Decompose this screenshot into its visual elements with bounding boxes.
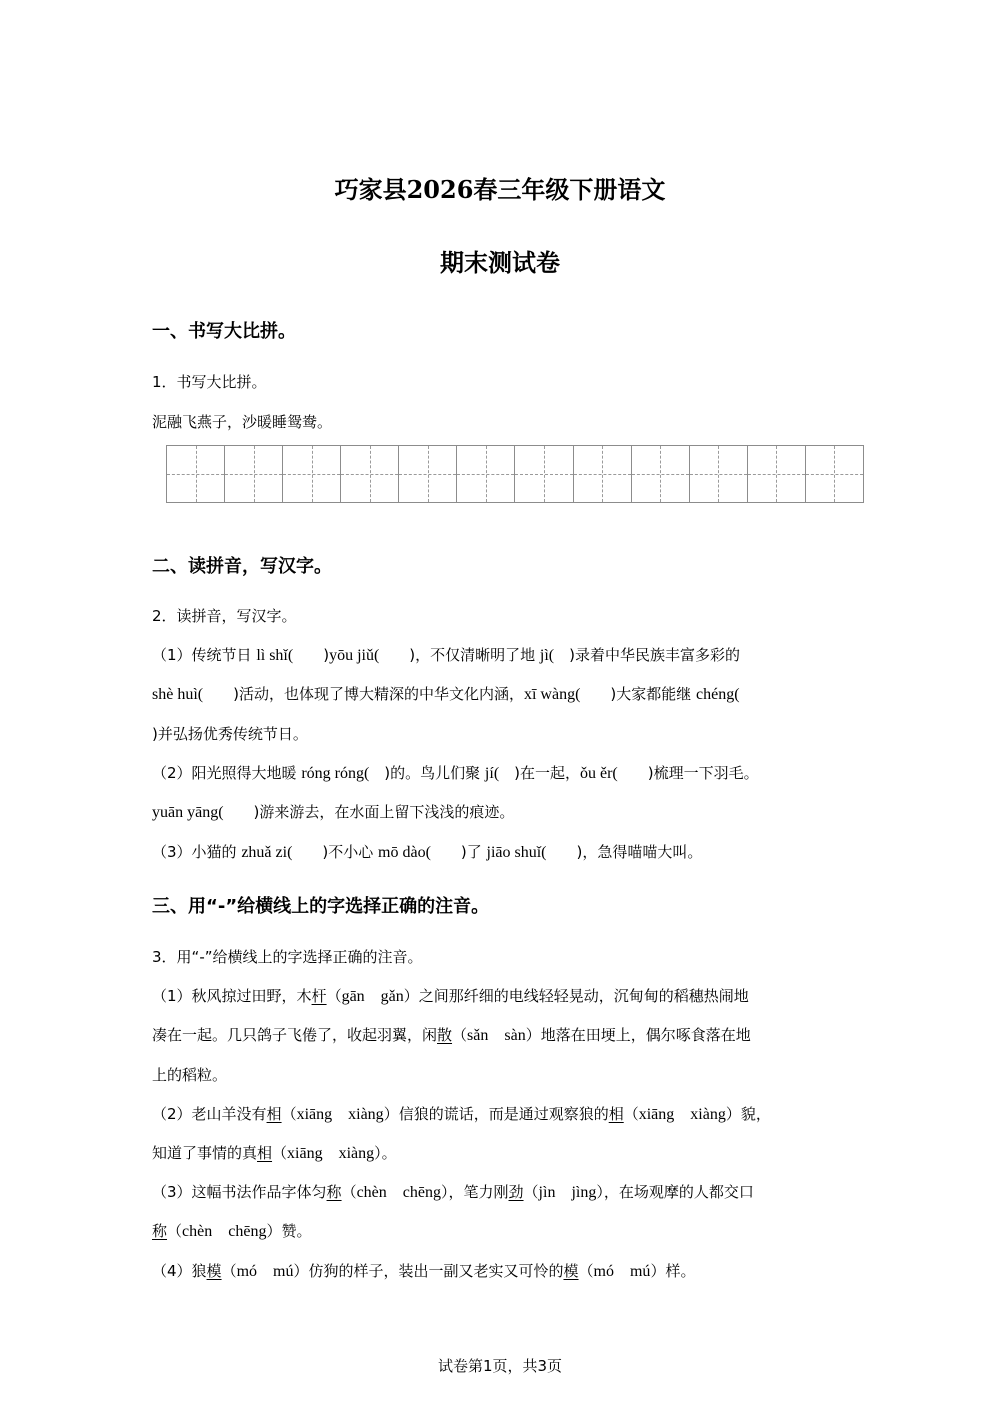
question-label-2: 2．读拼音，写汉字。 bbox=[152, 607, 297, 625]
pinyin-choice[interactable]: mó mú bbox=[236, 1263, 294, 1280]
answer-blank[interactable]: )活动，也体现了博大精深的中华文化内涵， bbox=[203, 685, 524, 703]
q3-part1-line2: 凑在一起。几只鸽子飞倦了，收起羽翼，闲散（sǎn sàn）地落在田埂上，偶尔啄食落在地 bbox=[152, 1026, 751, 1044]
answer-blank[interactable]: )不小心 bbox=[292, 843, 379, 861]
q3-part3-line2: 称（chèn chēng）赞。 bbox=[152, 1222, 312, 1240]
section-heading-3: 三、用“-”给横线上的字选择正确的注音。 bbox=[152, 896, 490, 917]
writing-grid-cell[interactable] bbox=[283, 446, 341, 502]
writing-grid-cell[interactable] bbox=[748, 446, 806, 502]
answer-blank[interactable]: )的。鸟儿们聚 bbox=[369, 764, 485, 782]
pinyin-choice[interactable]: jìn jìng bbox=[538, 1184, 597, 1201]
q3-part4-line1: （4）狼模（mó mú）仿狗的样子，装出一副又老实又可怜的模（mó mú）样。 bbox=[152, 1262, 696, 1280]
writing-grid-cell[interactable] bbox=[515, 446, 573, 502]
poem-line: 泥融飞燕子，沙暖睡鸳鸯。 bbox=[152, 413, 333, 431]
answer-blank[interactable]: )录着中华民族丰富多彩的 bbox=[554, 646, 740, 664]
answer-blank[interactable]: )了 bbox=[430, 843, 487, 861]
q2-part3-line1: （3）小猫的 zhuǎ zi( )不小心 mō dào( )了 jiāo shuǐ( )，急得喵喵大叫。 bbox=[152, 843, 703, 861]
q3-part2-line1: （2）老山羊没有相（xiāng xiàng）信狼的谎话，而是通过观察狼的相（xiāng xiàng）貌， bbox=[152, 1105, 771, 1123]
exam-title: 巧家县2026春三年级下册语文 bbox=[334, 175, 666, 204]
pinyin-choice[interactable]: sǎn sàn bbox=[467, 1027, 526, 1044]
question-label-1: 1．书写大比拼。 bbox=[152, 373, 267, 391]
answer-blank[interactable]: )，不仅清晰明了地 bbox=[379, 646, 540, 664]
writing-grid-cell[interactable] bbox=[690, 446, 748, 502]
section-heading-2: 二、读拼音，写汉字。 bbox=[152, 556, 332, 577]
answer-blank[interactable]: )在一起， bbox=[499, 764, 580, 782]
page-footer: 试卷第1页，共3页 bbox=[437, 1357, 563, 1375]
answer-blank[interactable]: )梳理一下羽毛。 bbox=[617, 764, 759, 782]
section-heading-1: 一、书写大比拼。 bbox=[152, 321, 296, 342]
pinyin-choice[interactable]: chèn chēng bbox=[356, 1184, 441, 1201]
writing-grid-cell[interactable] bbox=[225, 446, 283, 502]
q3-part3-line1: （3）这幅书法作品字体匀称（chèn chēng），笔力刚劲（jìn jìng），在场观摩的人都交口 bbox=[152, 1183, 754, 1201]
q2-part1-line1: （1）传统节日 lì shǐ( )yōu jiǔ( )，不仅清晰明了地 jì( )录着中华民族丰富多彩的 bbox=[152, 646, 740, 664]
pinyin-choice[interactable]: xiāng xiàng bbox=[296, 1106, 384, 1123]
writing-grid-cell[interactable] bbox=[457, 446, 515, 502]
pinyin-choice[interactable]: xiāng xiàng bbox=[287, 1145, 375, 1162]
writing-grid-cell[interactable] bbox=[574, 446, 632, 502]
q3-part1-line3: 上的稻粒。 bbox=[152, 1066, 228, 1084]
exam-subtitle: 期末测试卷 bbox=[440, 248, 560, 277]
pinyin-choice[interactable]: gān gǎn bbox=[341, 988, 404, 1005]
writing-grid-cell[interactable] bbox=[341, 446, 399, 502]
q3-part2-line2: 知道了事情的真相（xiāng xiàng）。 bbox=[152, 1144, 397, 1162]
q2-part1-line2: shè huì( )活动，也体现了博大精深的中华文化内涵，xī wàng( )大家都能继 chéng( bbox=[152, 685, 740, 703]
answer-blank[interactable]: )，急得喵喵大叫。 bbox=[546, 843, 703, 861]
q3-part1-line1: （1）秋风掠过田野，木杆（gān gǎn）之间那纤细的电线轻轻晃动，沉甸甸的稻穗热闹地 bbox=[152, 987, 749, 1005]
answer-blank[interactable]: )游来游去，在水面上留下浅浅的痕迹。 bbox=[223, 803, 515, 821]
answer-blank[interactable]: ) bbox=[293, 646, 330, 664]
q2-part2-line2: yuān yāng( )游来游去，在水面上留下浅浅的痕迹。 bbox=[152, 803, 515, 821]
question-label-3: 3．用“-”给横线上的字选择正确的注音。 bbox=[152, 948, 423, 966]
pinyin-choice[interactable]: mó mú bbox=[593, 1263, 651, 1280]
answer-blank[interactable]: )大家都能继 bbox=[580, 685, 697, 703]
writing-grid-cell[interactable] bbox=[806, 446, 863, 502]
writing-grid-cell[interactable] bbox=[632, 446, 690, 502]
writing-grid-cell[interactable] bbox=[399, 446, 457, 502]
writing-grid-cell[interactable] bbox=[167, 446, 225, 502]
writing-grid[interactable] bbox=[166, 445, 864, 503]
q2-part1-line3[interactable]: )并弘扬优秀传统节日。 bbox=[152, 725, 308, 743]
pinyin-choice[interactable]: xiāng xiàng bbox=[638, 1106, 726, 1123]
pinyin-choice[interactable]: chèn chēng bbox=[182, 1223, 267, 1240]
q2-part2-line1: （2）阳光照得大地暖 róng róng( )的。鸟儿们聚 jí( )在一起，ǒu ěr( )梳理一下羽毛。 bbox=[152, 764, 759, 782]
